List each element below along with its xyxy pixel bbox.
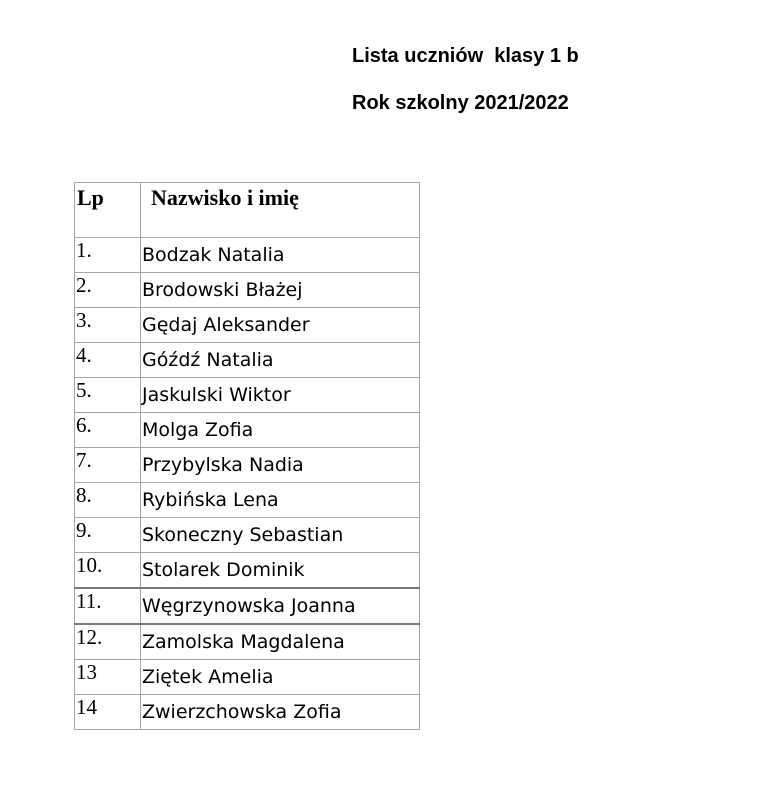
student-name: Gędaj Aleksander (141, 308, 420, 343)
table-row (75, 695, 420, 730)
row-number: 12. (75, 624, 141, 660)
row-number: 4. (75, 343, 141, 378)
table-row (75, 343, 420, 378)
table-row (75, 588, 420, 624)
student-name: Zwierzchowska Zofia (141, 695, 420, 730)
row-number: 13 (75, 660, 141, 695)
table-row (75, 448, 420, 483)
student-name: Zamolska Magdalena (141, 624, 420, 660)
table-row (75, 553, 420, 589)
table-row (75, 483, 420, 518)
row-number: 8. (75, 483, 141, 518)
row-number: 7. (75, 448, 141, 483)
student-name: Węgrzynowska Joanna (141, 588, 420, 624)
student-name: Molga Zofia (141, 413, 420, 448)
student-name: Brodowski Błażej (141, 273, 420, 308)
student-name: Góźdź Natalia (141, 343, 420, 378)
table-row (75, 378, 420, 413)
row-number: 6. (75, 413, 141, 448)
table-row (75, 308, 420, 343)
student-name: Ziętek Amelia (141, 660, 420, 695)
student-name: Jaskulski Wiktor (141, 378, 420, 413)
student-name: Stolarek Dominik (141, 553, 420, 589)
column-header-name: Nazwisko i imię (141, 183, 420, 238)
table-row (75, 624, 420, 660)
student-name: Rybińska Lena (141, 483, 420, 518)
table-row (75, 660, 420, 695)
row-number: 1. (75, 238, 141, 273)
column-header-number: Lp (75, 183, 141, 238)
table-row (75, 238, 420, 273)
table-header-row (75, 183, 420, 238)
school-year: Rok szkolny 2021/2022 (352, 92, 569, 114)
table-row (75, 413, 420, 448)
row-number: 14 (75, 695, 141, 730)
student-list-table (74, 182, 420, 730)
student-name: Bodzak Natalia (141, 238, 420, 273)
row-number: 9. (75, 518, 141, 553)
row-number: 11. (75, 588, 141, 624)
table-row (75, 273, 420, 308)
student-name: Przybylska Nadia (141, 448, 420, 483)
row-number: 10. (75, 553, 141, 589)
row-number: 3. (75, 308, 141, 343)
student-name: Skoneczny Sebastian (141, 518, 420, 553)
row-number: 2. (75, 273, 141, 308)
row-number: 5. (75, 378, 141, 413)
document-title: Lista uczniów klasy 1 b (352, 45, 579, 67)
table-row (75, 518, 420, 553)
